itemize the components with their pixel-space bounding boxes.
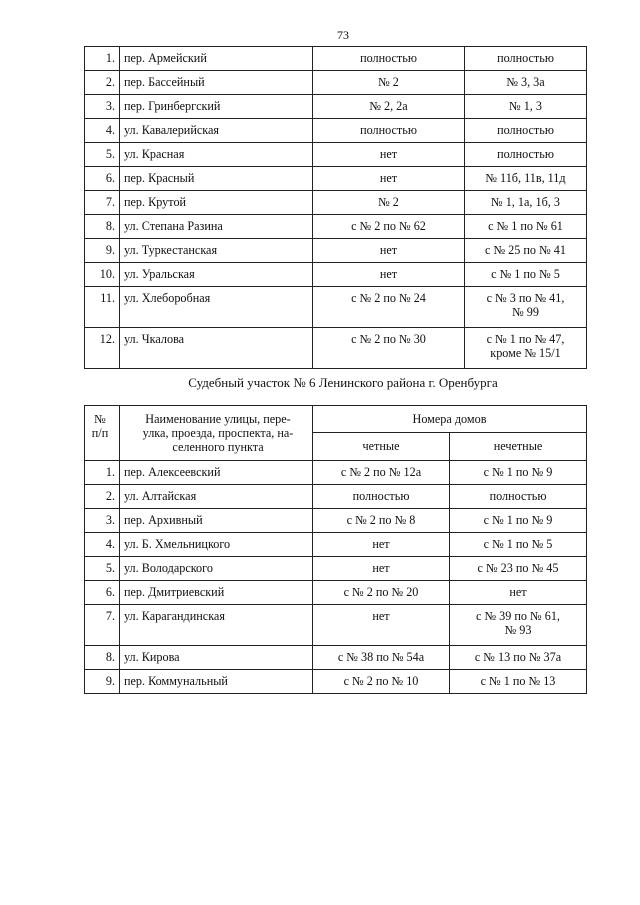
- odd-numbers-text: с № 1 по № 5: [483, 537, 553, 551]
- row-number: [85, 581, 120, 605]
- row-number: [85, 557, 120, 581]
- header-street-name: [120, 406, 313, 461]
- table-row: [85, 71, 587, 95]
- even-numbers: [313, 167, 465, 191]
- even-numbers: [313, 328, 465, 369]
- even-numbers-text: с № 2 по № 12а: [340, 465, 422, 479]
- odd-numbers: [465, 328, 587, 369]
- street-name-text: пер. Красный: [124, 171, 195, 185]
- row-number: [85, 461, 120, 485]
- odd-numbers: [465, 143, 587, 167]
- street-name: [120, 557, 313, 581]
- street-name: [120, 533, 313, 557]
- street-name-text: пер. Крутой: [124, 195, 187, 209]
- even-numbers-text: с № 2 по № 62: [351, 219, 426, 233]
- even-numbers: [313, 485, 450, 509]
- header-street-line1: Наименование улицы, пере-: [145, 412, 291, 426]
- odd-numbers: [465, 47, 587, 71]
- row-number-text: 4.: [105, 537, 115, 551]
- row-number-text: 9.: [105, 243, 115, 257]
- row-number-text: 3.: [105, 99, 115, 113]
- header-number-line2: п/п: [91, 426, 109, 440]
- odd-numbers-text: с № 25 по № 41: [485, 243, 566, 257]
- table-row: [85, 605, 587, 646]
- row-number: [85, 533, 120, 557]
- street-name: [120, 581, 313, 605]
- odd-numbers-text: с № 39 по № 61,: [476, 609, 560, 623]
- odd-numbers: [450, 605, 587, 646]
- table-row: [85, 581, 587, 605]
- odd-numbers-text: полностью: [497, 51, 554, 65]
- header-even: четные: [313, 433, 450, 461]
- street-name: [120, 670, 313, 694]
- row-number: [85, 670, 120, 694]
- row-number-text: 9.: [105, 674, 115, 688]
- odd-numbers: [450, 509, 587, 533]
- even-numbers: [313, 119, 465, 143]
- odd-numbers: [450, 461, 587, 485]
- even-numbers: [313, 47, 465, 71]
- row-number: [85, 215, 120, 239]
- odd-numbers: [450, 533, 587, 557]
- row-number-text: 6.: [105, 585, 115, 599]
- even-numbers: [313, 287, 465, 328]
- row-number: [85, 143, 120, 167]
- row-number-text: 7.: [105, 609, 115, 623]
- street-name-text: ул. Карагандинская: [124, 609, 225, 623]
- table-row: [85, 646, 587, 670]
- odd-numbers-text: нет: [509, 585, 527, 599]
- odd-numbers-text-line2: № 93: [504, 623, 532, 637]
- even-numbers: [313, 143, 465, 167]
- header-odd: нечетные: [450, 433, 587, 461]
- table-body: [85, 461, 587, 694]
- row-number-text: 8.: [105, 219, 115, 233]
- street-name: [120, 461, 313, 485]
- odd-numbers: [465, 215, 587, 239]
- even-numbers-text: с № 2 по № 8: [346, 513, 416, 527]
- even-numbers-text: полностью: [360, 51, 417, 65]
- row-number-text: 6.: [105, 171, 115, 185]
- even-numbers: [313, 263, 465, 287]
- street-name-text: ул. Кавалерийская: [124, 123, 220, 137]
- table-row: [85, 263, 587, 287]
- row-number: [85, 646, 120, 670]
- even-numbers-text: с № 2 по № 30: [351, 332, 426, 346]
- table-row: [85, 328, 587, 369]
- even-numbers: [313, 557, 450, 581]
- odd-numbers: [465, 167, 587, 191]
- street-name-text: ул. Кирова: [124, 650, 180, 664]
- row-number: [85, 47, 120, 71]
- even-numbers: [313, 605, 450, 646]
- table-row: [85, 143, 587, 167]
- street-name-text: ул. Б. Хмельницкого: [124, 537, 231, 551]
- header-house-numbers: Номера домов: [313, 406, 587, 433]
- table-row: [85, 485, 587, 509]
- odd-numbers-text: с № 23 по № 45: [477, 561, 559, 575]
- street-name: [120, 239, 313, 263]
- page-number: 73: [337, 28, 349, 42]
- odd-numbers-text: с № 1 по № 61: [488, 219, 563, 233]
- odd-numbers-text: № 3, 3а: [506, 75, 545, 89]
- even-numbers-text: с № 2 по № 10: [343, 674, 419, 688]
- even-numbers: [313, 239, 465, 263]
- street-name-text: пер. Алексеевский: [124, 465, 221, 479]
- odd-numbers: [450, 557, 587, 581]
- table-header: [85, 406, 587, 461]
- even-numbers: [313, 191, 465, 215]
- odd-numbers: [465, 119, 587, 143]
- street-name-text: ул. Красная: [124, 147, 185, 161]
- row-number-text: 5.: [105, 147, 115, 161]
- row-number: [85, 239, 120, 263]
- odd-numbers-text: с № 3 по № 41,: [486, 291, 565, 305]
- even-numbers: [313, 215, 465, 239]
- row-number: [85, 485, 120, 509]
- street-name-text: пер. Бассейный: [124, 75, 205, 89]
- row-number-text: 3.: [105, 513, 115, 527]
- street-name: [120, 47, 313, 71]
- even-numbers-text: полностью: [360, 123, 417, 137]
- row-number: [85, 263, 120, 287]
- even-numbers: [313, 646, 450, 670]
- table-row: [85, 215, 587, 239]
- odd-numbers: [450, 670, 587, 694]
- even-numbers-text: нет: [379, 147, 398, 161]
- street-name: [120, 71, 313, 95]
- odd-numbers-text: № 1, 3: [509, 99, 542, 113]
- even-numbers-text: № 2: [378, 195, 399, 209]
- street-name: [120, 485, 313, 509]
- street-name-text: ул. Алтайская: [124, 489, 197, 503]
- even-numbers-text: нет: [379, 243, 398, 257]
- even-numbers: [313, 461, 450, 485]
- street-name-text: пер. Армейский: [124, 51, 207, 65]
- odd-numbers-text: № 11б, 11в, 11д: [485, 171, 566, 185]
- even-numbers-text: с № 2 по № 20: [343, 585, 419, 599]
- street-name: [120, 191, 313, 215]
- table-row: [85, 287, 587, 328]
- street-name: [120, 95, 313, 119]
- row-number-text: 2.: [105, 75, 115, 89]
- row-number-text: 4.: [105, 123, 115, 137]
- table-row: [85, 191, 587, 215]
- odd-numbers: [450, 581, 587, 605]
- street-name: [120, 328, 313, 369]
- odd-numbers: [450, 646, 587, 670]
- even-numbers-text: с № 2 по № 24: [351, 291, 426, 305]
- table-row: [85, 533, 587, 557]
- table-row: [85, 670, 587, 694]
- header-street-line2: улка, проезда, проспекта, на-: [142, 426, 294, 440]
- row-number-text: 5.: [105, 561, 115, 575]
- street-name: [120, 215, 313, 239]
- table-row: [85, 167, 587, 191]
- odd-numbers-text: с № 1 по № 5: [491, 267, 560, 281]
- odd-numbers-text: полностью: [497, 147, 554, 161]
- streets-table-body: [85, 47, 587, 369]
- odd-numbers-text: полностью: [489, 489, 547, 503]
- row-number: [85, 287, 120, 328]
- even-numbers: [313, 581, 450, 605]
- street-name: [120, 605, 313, 646]
- streets-table-continued: [84, 46, 587, 369]
- odd-numbers: [465, 287, 587, 328]
- odd-numbers: [465, 239, 587, 263]
- street-name-text: пер. Коммунальный: [124, 674, 228, 688]
- even-numbers-text: нет: [372, 537, 390, 551]
- even-numbers: [313, 71, 465, 95]
- street-name-text: пер. Гринбергский: [124, 99, 221, 113]
- odd-numbers-text: с № 1 по № 9: [483, 465, 553, 479]
- even-numbers-text: полностью: [352, 489, 410, 503]
- table-row: [85, 95, 587, 119]
- row-number-text: 10.: [99, 267, 115, 281]
- street-name-text: пер. Архивный: [124, 513, 203, 527]
- odd-numbers-text-line2: № 99: [512, 305, 539, 319]
- odd-numbers-text: с № 1 по № 13: [480, 674, 556, 688]
- even-numbers: [313, 670, 450, 694]
- row-number: [85, 605, 120, 646]
- row-number: [85, 167, 120, 191]
- row-number: [85, 119, 120, 143]
- odd-numbers-text: с № 1 по № 47,: [486, 332, 565, 346]
- table-row: [85, 509, 587, 533]
- row-number-text: 7.: [105, 195, 115, 209]
- street-name-text: ул. Володарского: [124, 561, 213, 575]
- odd-numbers-text: № 1, 1а, 1б, 3: [491, 195, 560, 209]
- row-number-text: 12.: [99, 332, 115, 346]
- header-number: [85, 406, 120, 461]
- street-name-text: ул. Уральская: [124, 267, 195, 281]
- odd-numbers: [450, 485, 587, 509]
- even-numbers-text: нет: [372, 609, 390, 623]
- table-row: [85, 557, 587, 581]
- header-street-line3: селенного пункта: [172, 440, 264, 454]
- even-numbers: [313, 95, 465, 119]
- row-number: [85, 509, 120, 533]
- table-row: [85, 461, 587, 485]
- even-numbers-text: нет: [379, 171, 398, 185]
- court-district-6-table: [84, 405, 587, 694]
- odd-numbers: [465, 71, 587, 95]
- row-number-text: 11.: [100, 291, 115, 305]
- even-numbers: [313, 509, 450, 533]
- section-title: Судебный участок № 6 Ленинского района г. Оренбурга: [188, 375, 498, 390]
- odd-numbers: [465, 263, 587, 287]
- table-row: [85, 47, 587, 71]
- street-name: [120, 646, 313, 670]
- table-row: [85, 239, 587, 263]
- street-name: [120, 509, 313, 533]
- street-name-text: ул. Чкалова: [124, 332, 185, 346]
- street-name: [120, 263, 313, 287]
- row-number-text: 1.: [105, 51, 115, 65]
- street-name-text: ул. Степана Разина: [124, 219, 223, 233]
- street-name-text: пер. Дмитриевский: [124, 585, 225, 599]
- street-name: [120, 167, 313, 191]
- row-number: [85, 71, 120, 95]
- even-numbers-text: № 2: [378, 75, 399, 89]
- row-number: [85, 328, 120, 369]
- odd-numbers-text: полностью: [497, 123, 554, 137]
- odd-numbers-text-line2: кроме № 15/1: [490, 346, 561, 360]
- row-number: [85, 95, 120, 119]
- street-name: [120, 119, 313, 143]
- even-numbers-text: нет: [372, 561, 390, 575]
- street-name: [120, 143, 313, 167]
- street-name-text: ул. Хлеборобная: [124, 291, 211, 305]
- odd-numbers: [465, 95, 587, 119]
- odd-numbers-text: с № 1 по № 9: [483, 513, 553, 527]
- even-numbers-text: нет: [379, 267, 398, 281]
- header-number-line1: №: [94, 412, 106, 426]
- even-numbers: [313, 533, 450, 557]
- row-number-text: 8.: [105, 650, 115, 664]
- row-number-text: 1.: [105, 465, 115, 479]
- odd-numbers-text: с № 13 по № 37а: [474, 650, 562, 664]
- even-numbers-text: № 2, 2а: [369, 99, 408, 113]
- table-row: [85, 119, 587, 143]
- even-numbers-text: с № 38 по № 54а: [337, 650, 425, 664]
- street-name-text: ул. Туркестанская: [124, 243, 218, 257]
- street-name: [120, 287, 313, 328]
- odd-numbers: [465, 191, 587, 215]
- row-number: [85, 191, 120, 215]
- row-number-text: 2.: [105, 489, 115, 503]
